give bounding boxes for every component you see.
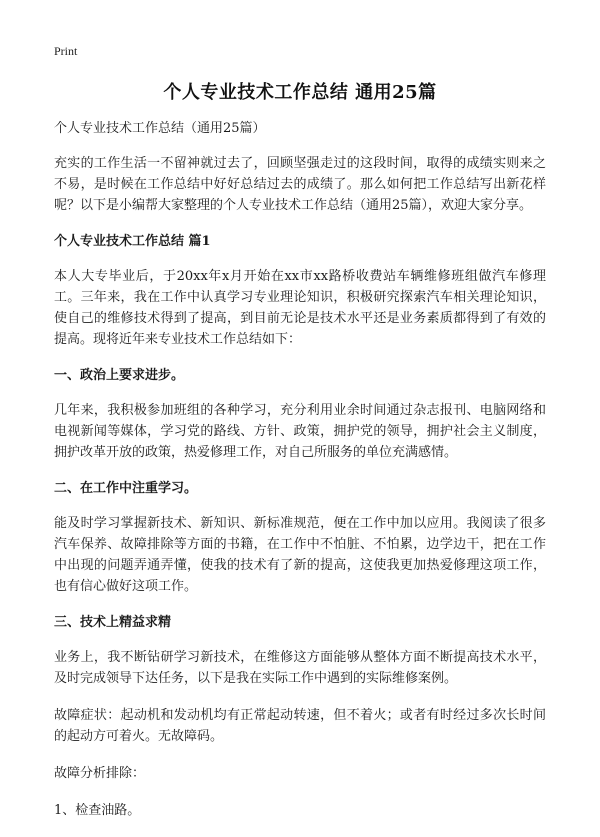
part3-paragraph: 业务上，我不断钻研学习新技术，在维修这方面能够从整体方面不断提高技术水平，及时完成领导下达任务，以下是我在实际工作中遇到的实际维修案例。 <box>54 650 546 686</box>
part2-heading: 二、在工作中注重学习。 <box>54 481 198 496</box>
part1-heading: 一、政治上要求进步。 <box>54 368 185 383</box>
part2-paragraph: 能及时学习掌握新技术、新知识、新标准规范，便在工作中加以应用。我阅读了很多汽车保养、故障排除等方面的书籍，在工作中不怕脏、不怕累，边学边干，把在工作中出现的问题弄通弄懂，使我的技术有了新的提高，这使我更加热爱修理这项工作，也有信心做好这项工作。 <box>54 516 546 594</box>
part1-paragraph: 几年来，我积极参加班组的各种学习，充分利用业余时间通过杂志报刊、电脑网络和电视新闻等媒体，学习党的路线、方针、政策，拥护党的领导，拥护社会主义制度，拥护改革开放的政策，热爱修理工作，对自己所服务的单位充满感情。 <box>54 403 546 460</box>
section-intro-paragraph: 本人大专毕业后，于20xx年x月开始在xx市xx路桥收费站车辆维修班组做汽车修理工。三年来，我在工作中认真学习专业理论知识，积极研究探索汽车相关理论知识，使自己的维修技术得到了提高，到目前无论是技术水平还是业务素质都得到了有效的提高。现将近年来专业技术工作总结如下： <box>54 269 546 347</box>
symptom-paragraph: 故障症状：起动机和发动机均有正常起动转速，但不着火；或者有时经过多次长时间的起动方可着火。无故障码。 <box>54 708 546 744</box>
intro-paragraph: 充实的工作生活一不留神就过去了，回顾坚强走过的这段时间，取得的成绩实则来之不易，是时候在工作总结中好好总结过去的成绩了。那么如何把工作总结写出新花样呢？以下是小编帮大家整理的个人专业技术工作总结（通用25篇），欢迎大家分享。 <box>54 156 546 213</box>
section-heading: 个人专业技术工作总结 篇1 <box>54 234 211 249</box>
print-link[interactable]: Print <box>54 44 78 58</box>
analysis-paragraph: 故障分析排除： <box>54 766 146 781</box>
document-body <box>54 118 546 837</box>
page-title: 个人专业技术工作总结 通用25篇 <box>163 82 437 103</box>
document-subtitle: 个人专业技术工作总结（通用25篇） <box>54 121 266 136</box>
step1-paragraph: 1、检查油路。 <box>54 803 141 818</box>
part3-heading: 三、技术上精益求精 <box>54 615 172 630</box>
